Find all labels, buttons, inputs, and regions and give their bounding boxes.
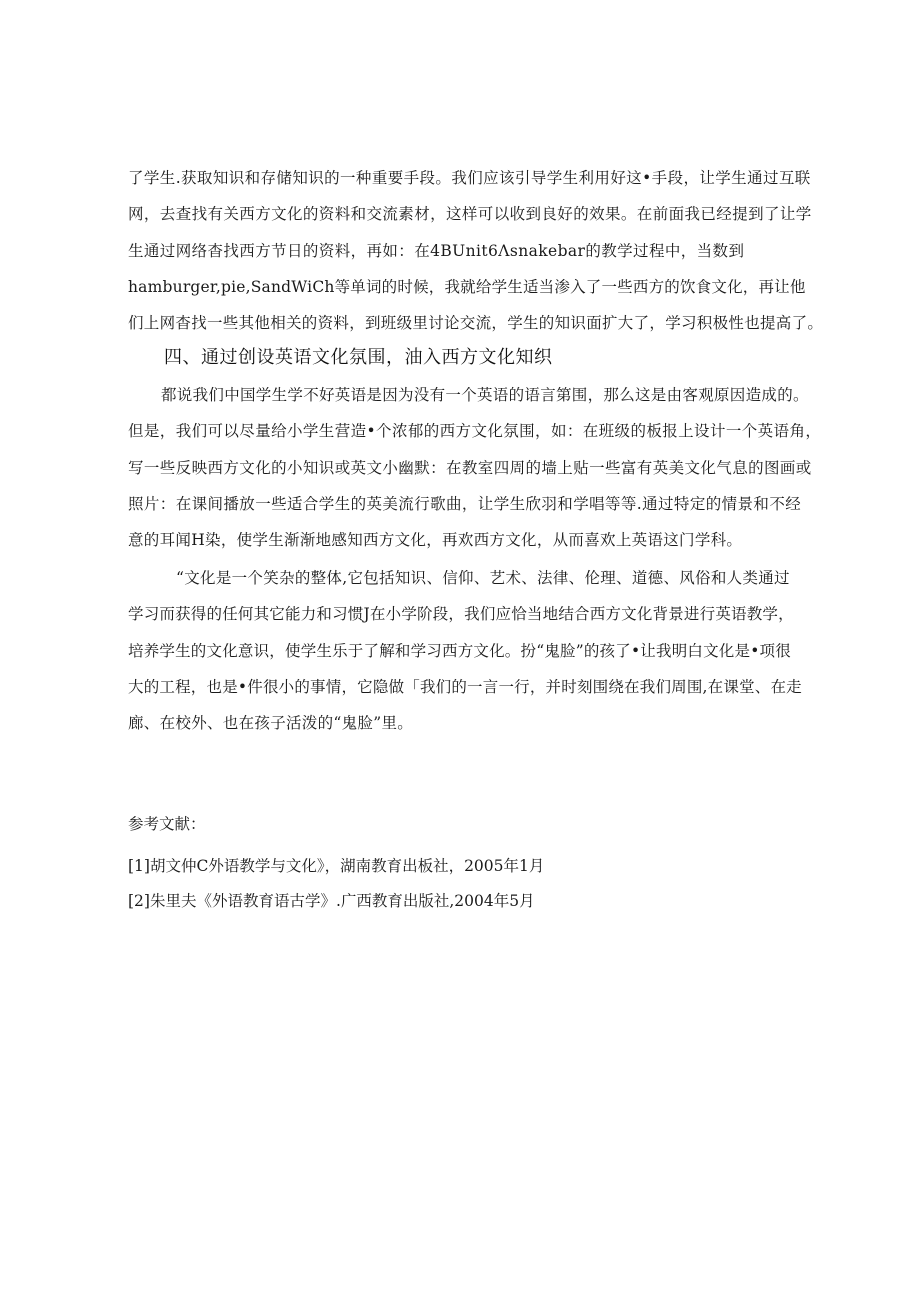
section-heading: 四、通过创设英语文化氛围，油入西方文化知织	[164, 347, 553, 368]
paragraph-line: 写一些反映西方文化的小知识或英文小幽默：在教室四周的墙上贴一些富有英美文化气息的图画或	[128, 459, 812, 477]
reference-item: [2]朱里夫《外语教育语古学》.广西教育出版社,2004年5月	[128, 892, 535, 910]
reference-item: [1]胡文仲C外语教学与文化》，湖南教育出板社，2005年1月	[128, 857, 545, 875]
paragraph-line: 生通过网络杳找西方节日的资料，再如：在4BUnit6Λsnakebar的教学过程中，当数到	[128, 242, 745, 260]
paragraph-line: 培养学生的文化意识，使学生乐于了解和学习西方文化。扮“鬼脸”的孩了•让我明白文化是•项很	[128, 642, 791, 660]
paragraph-line: 了学生.获取知识和存储知识的一种重要手段。我们应该引导学生利用好这•手段，让学生通过互联	[128, 169, 811, 187]
paragraph-line: 但是，我们可以尽量给小学生营造•个浓郁的西方文化氛围，如：在班级的板报上设计一个英语角，	[128, 422, 822, 440]
paragraph-line: 照片：在课间播放一些适合学生的英美流行歌曲，让学生欣羽和学唱等等.通过特定的情景和不经	[128, 495, 802, 513]
references-title: 参考文献：	[128, 815, 206, 833]
paragraph-line: 廊、在校外、也在孩子活泼的“鬼脸”里。	[128, 714, 414, 732]
paragraph-line: 都说我们中国学生学不好英语是因为没有一个英语的语言第围，那么这是由客观原因造成的。	[161, 386, 809, 404]
paragraph-line: “文化是一个笑杂的整体,它包括知识、信仰、艺术、法律、伦理、道德、风俗和人类通过	[176, 569, 790, 587]
paragraph-line: 意的耳闻H染，使学生渐渐地感知西方文化，再欢西方文化，从而喜欢上英语这门学科。	[128, 531, 743, 549]
paragraph-line: hamburger,pie,SandWiCh等单词的时候，我就给学生适当渗入了一些西方的饮食文化，再让他	[128, 278, 806, 296]
paragraph-line: 网，去查找有关西方文化的资料和交流素材，这样可以收到良好的效果。在前面我已经提到了让学	[128, 205, 812, 223]
paragraph-line: 们上网杳找一些其他相关的资料，到班级里讨论交流，学生的知识面扩大了，学习积极性也提高了。	[128, 314, 824, 332]
paragraph-line: 大的工程，也是•件很小的事情，它隐做「我们的一言一行，并时刻围绕在我们周围,在课堂、在走	[128, 678, 802, 696]
paragraph-line: 学习而获得的任何其它能力和习惯J在小学阶段，我们应恰当地结合西方文化背景进行英语教学，	[128, 605, 794, 623]
